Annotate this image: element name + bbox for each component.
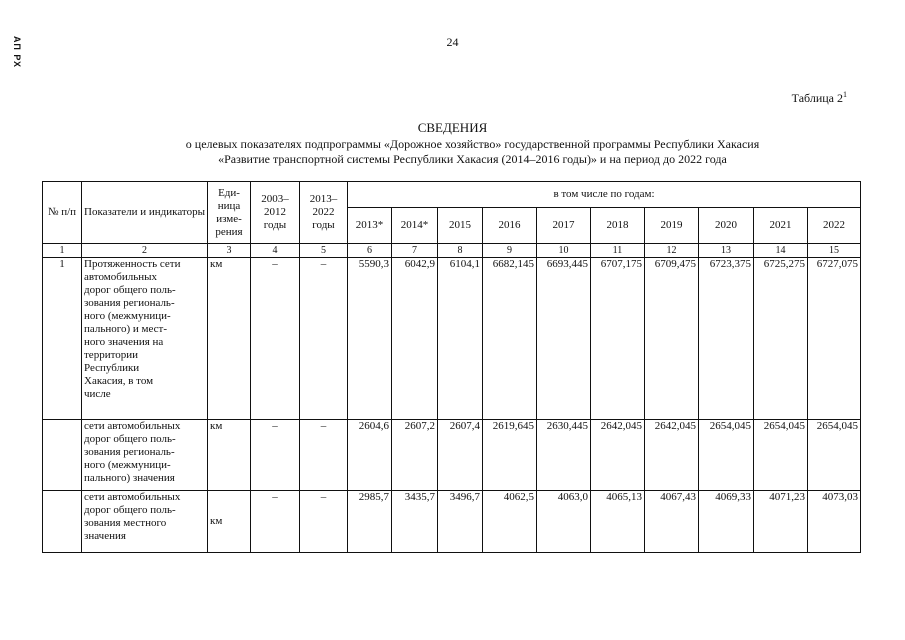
indicator-line: Протяженность сети (84, 258, 181, 270)
header-year: 2021 (754, 208, 808, 244)
indicator-line: территории (84, 349, 139, 361)
row-value: 6727,075 (808, 258, 861, 420)
header-year: 2020 (699, 208, 754, 244)
table-row (43, 258, 861, 420)
row-value: 4065,13 (591, 491, 645, 553)
indicator-line: зования региональ- (84, 446, 175, 458)
header-indicator: Показатели и индикаторы (82, 182, 208, 244)
indicator-line: дорог общего поль- (84, 433, 176, 445)
column-number: 6 (348, 244, 392, 258)
column-number: 2 (82, 244, 208, 258)
row-value: 2619,645 (483, 420, 537, 491)
row-range-2013-2022: – (300, 420, 348, 491)
row-range-2003-2012: – (251, 420, 300, 491)
column-number: 12 (645, 244, 699, 258)
row-num: 1 (43, 258, 82, 420)
row-num (43, 491, 82, 553)
header-year: 2019 (645, 208, 699, 244)
column-number: 10 (537, 244, 591, 258)
header-range-2003-2012: 2003–2012 годы (251, 182, 300, 244)
indicator-line: дорог общего поль- (84, 504, 176, 516)
table-number (792, 90, 847, 106)
indicator-line: значения (84, 530, 126, 542)
column-number: 8 (438, 244, 483, 258)
row-value: 2607,4 (438, 420, 483, 491)
header-year: 2022 (808, 208, 861, 244)
indicator-line: Хакасия, в том (84, 375, 154, 387)
row-value: 4071,23 (754, 491, 808, 553)
column-number: 4 (251, 244, 300, 258)
indicator-line: ного (межмуници- (84, 459, 171, 471)
row-value: 2642,045 (591, 420, 645, 491)
row-range-2013-2022: – (300, 258, 348, 420)
indicator-line: пального) значения (84, 472, 175, 484)
table-number-sup: 1 (843, 90, 847, 99)
document-subtitle (40, 137, 905, 167)
row-value: 6042,9 (392, 258, 438, 420)
table-number-label: Таблица 2 (791, 91, 843, 105)
header-year: 2016 (483, 208, 537, 244)
column-number: 15 (808, 244, 861, 258)
indicator-line: числе (84, 388, 111, 400)
subtitle-line-1: о целевых показателях подпрограммы «Дорожное хозяйство» государственной программы Республики Хакасия (185, 137, 760, 151)
header-year: 2015 (438, 208, 483, 244)
indicator-line: сети автомобильных (84, 420, 181, 432)
column-number: 11 (591, 244, 645, 258)
column-number: 14 (754, 244, 808, 258)
document-title: СВЕДЕНИЯ (417, 120, 488, 135)
row-range-2003-2012: – (251, 491, 300, 553)
indicator-line: сети автомобильных (84, 491, 181, 503)
row-value: 6723,375 (699, 258, 754, 420)
column-number: 5 (300, 244, 348, 258)
row-unit: км (208, 420, 251, 491)
row-indicator (82, 491, 208, 553)
column-number: 9 (483, 244, 537, 258)
row-value: 6104,1 (438, 258, 483, 420)
header-by-years: в том числе по годам: (348, 182, 861, 208)
header-unit: Еди-ница изме-рения (208, 182, 251, 244)
indicator-line: Республики (84, 362, 140, 374)
header-year: 2014* (392, 208, 438, 244)
row-range-2013-2022: – (300, 491, 348, 553)
row-value: 4073,03 (808, 491, 861, 553)
row-value: 5590,3 (348, 258, 392, 420)
header-range-2013-2022: 2013–2022 годы (300, 182, 348, 244)
row-value: 2654,045 (808, 420, 861, 491)
row-value: 3496,7 (438, 491, 483, 553)
header-year: 2013* (348, 208, 392, 244)
indicator-line: зования региональ- (84, 297, 175, 309)
row-indicator (82, 258, 208, 420)
column-number: 1 (43, 244, 82, 258)
side-mark: АП РХ (12, 36, 22, 69)
column-number: 7 (392, 244, 438, 258)
column-number: 3 (208, 244, 251, 258)
row-range-2003-2012: – (251, 258, 300, 420)
row-value: 4069,33 (699, 491, 754, 553)
header-year: 2017 (537, 208, 591, 244)
row-unit: км (208, 491, 251, 553)
row-value: 6725,275 (754, 258, 808, 420)
row-value: 2607,2 (392, 420, 438, 491)
indicator-line: ного значения на (84, 336, 164, 348)
table-row (43, 491, 861, 553)
row-value: 4063,0 (537, 491, 591, 553)
indicator-line: ного (межмуници- (84, 310, 171, 322)
header-year: 2018 (591, 208, 645, 244)
row-value: 4067,43 (645, 491, 699, 553)
header-num: № п/п (43, 182, 82, 244)
row-value: 6682,145 (483, 258, 537, 420)
column-number: 13 (699, 244, 754, 258)
row-value: 2642,045 (645, 420, 699, 491)
row-value: 2630,445 (537, 420, 591, 491)
row-value: 2654,045 (699, 420, 754, 491)
row-num (43, 420, 82, 491)
indicator-line: пального) и мест- (84, 323, 168, 335)
row-indicator (82, 420, 208, 491)
indicator-line: дорог общего поль- (84, 284, 176, 296)
row-unit: км (208, 258, 251, 420)
page-number: 24 (446, 35, 459, 49)
indicator-line: зования местного (84, 517, 167, 529)
row-value: 6693,445 (537, 258, 591, 420)
row-value: 4062,5 (483, 491, 537, 553)
indicator-line: автомобильных (84, 271, 157, 283)
row-value: 3435,7 (392, 491, 438, 553)
row-value: 6707,175 (591, 258, 645, 420)
row-value: 6709,475 (645, 258, 699, 420)
row-value: 2604,6 (348, 420, 392, 491)
subtitle-line-2: «Развитие транспортной системы Республики Хакасия (2014–2016 годы)» и на период до 2022 года (218, 152, 727, 166)
row-value: 2985,7 (348, 491, 392, 553)
row-value: 2654,045 (754, 420, 808, 491)
table-row (43, 420, 861, 491)
indicators-table (42, 181, 861, 553)
